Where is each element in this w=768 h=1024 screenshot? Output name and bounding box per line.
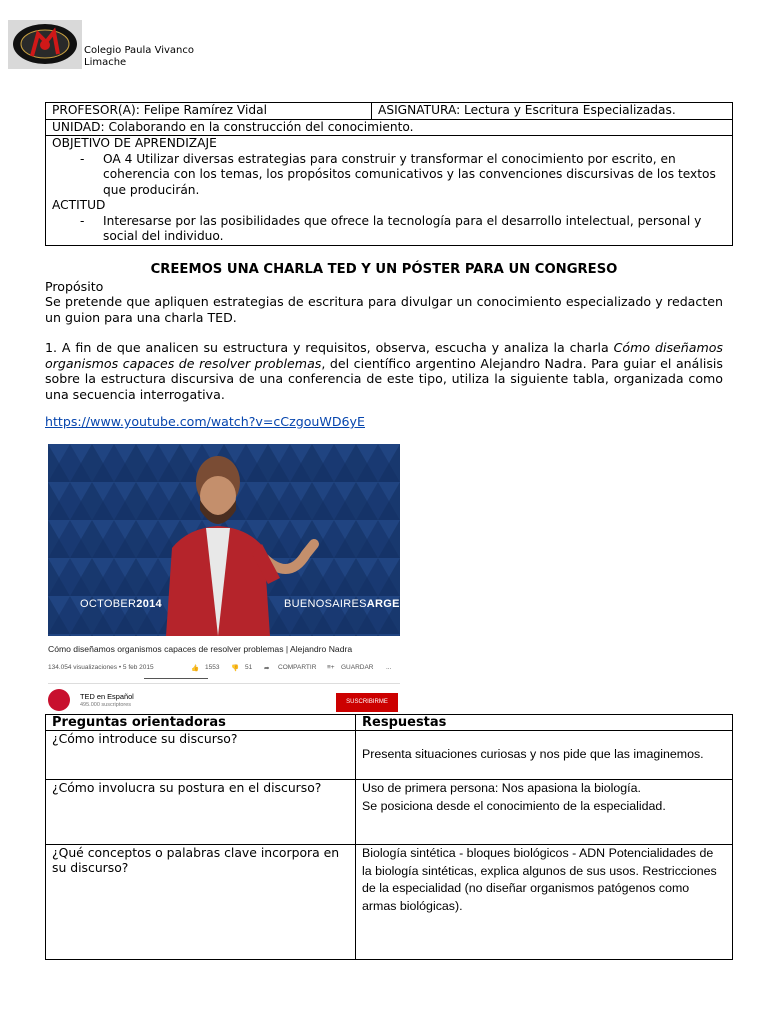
answer-cell: Presenta situaciones curiosas y nos pide que las imaginemos.: [356, 731, 733, 780]
meta-divider: [48, 683, 400, 684]
overlay-month: OCTOBER: [80, 598, 137, 610]
like-count: 1553: [205, 664, 220, 671]
save-button[interactable]: GUARDAR: [341, 664, 374, 671]
video-title: Cómo diseñamos organismos capaces de resolver problemas | Alejandro Nadra: [48, 644, 353, 654]
video-thumbnail[interactable]: [48, 444, 435, 636]
objective-heading: OBJETIVO DE APRENDIZAJE: [52, 136, 217, 150]
save-icon[interactable]: ≡+: [327, 664, 335, 671]
overlay-city: BUENOSAIRES: [284, 598, 367, 610]
unit-cell: UNIDAD: Colaborando en la construcción del conocimiento.: [46, 119, 733, 136]
question-cell: ¿Qué conceptos o palabras clave incorpora en su discurso?: [46, 845, 356, 960]
answer-line: Uso de primera persona: Nos apasiona la biología.: [362, 781, 641, 795]
table-row: [46, 845, 733, 960]
video-meta-bar: [48, 662, 400, 676]
dislike-count: 51: [245, 664, 253, 671]
share-icon[interactable]: ➦: [264, 665, 270, 672]
answers-header: Respuestas: [356, 715, 733, 731]
talk-title: Cómo diseñamos organismos capaces de resolver problemas: [45, 340, 723, 371]
overlay-country: ARGENTINA: [366, 598, 435, 610]
objective-item: - OA 4 Utilizar diversas estrategias para construir y transformar el conocimiento por escrito, en coherencia con los temas, los propósitos comunicativos y las convenciones discursivas de los textos que producirán.: [52, 152, 726, 199]
instruction-text: [45, 340, 723, 402]
answer-cell: Biología sintética - bloques biológicos - ADN Potencialidades de la biología sintéticas, explica algunos de sus usos. Restricciones de la especialidad (no diseñar organismos patógenos como armas biológicas).: [356, 845, 733, 960]
answer-cell: [356, 780, 733, 845]
question-cell: ¿Cómo involucra su postura en el discurso?: [46, 780, 356, 845]
instruction-before: 1. A fin de que analicen su estructura y requisitos, observa, escucha y analiza la charla: [45, 340, 614, 355]
view-count: 134.054 visualizaciones • 5 feb 2015: [48, 664, 154, 671]
school-logo: [8, 20, 82, 69]
course-info-table: [45, 102, 733, 246]
school-city: Limache: [84, 57, 127, 68]
channel-avatar[interactable]: [48, 689, 70, 711]
video-link[interactable]: https://www.youtube.com/watch?v=cCzgouWD6yE: [45, 414, 365, 429]
overlay-location: [284, 598, 435, 610]
purpose-heading: Propósito: [45, 279, 104, 294]
answer-line: Se posiciona desde el conocimiento de la especialidad.: [362, 798, 666, 813]
purpose-text: Se pretende que apliquen estrategias de escritura para divulgar un conocimiento especializado y redacten un guion para una charla TED.: [45, 294, 723, 325]
table-row: [46, 780, 733, 845]
questions-header: Preguntas orientadoras: [46, 715, 356, 731]
objectives-cell: [46, 136, 733, 246]
subscribe-button[interactable]: SUSCRIBIRME: [336, 693, 398, 712]
overlay-date: [80, 598, 162, 610]
table-row: [46, 731, 733, 780]
instruction-after: , del científico argentino Alejandro Nadra. Para guiar el análisis sobre la estructura discursiva de una conferencia de este tipo, utiliza la siguiente tabla, organizada como una secuencia interrogativa.: [45, 355, 723, 402]
school-name: Colegio Paula Vivanco: [84, 45, 194, 56]
share-button[interactable]: COMPARTIR: [278, 664, 317, 671]
subscriber-count: 495.000 suscriptores: [80, 702, 132, 708]
dislike-icon[interactable]: 👎: [231, 665, 240, 672]
more-button[interactable]: ...: [386, 664, 392, 671]
school-header: [84, 45, 194, 69]
subject-cell: ASIGNATURA: Lectura y Escritura Especializadas.: [372, 103, 733, 120]
guiding-questions-table: [45, 714, 733, 960]
like-icon[interactable]: 👍: [191, 665, 200, 672]
like-ratio-bar: [144, 678, 208, 679]
teacher-cell: PROFESOR(A): Felipe Ramírez Vidal: [46, 103, 372, 120]
question-cell: ¿Cómo introduce su discurso?: [46, 731, 356, 780]
page-title: CREEMOS UNA CHARLA TED Y UN PÓSTER PARA UN CONGRESO: [150, 262, 618, 277]
overlay-year: 2014: [136, 598, 162, 610]
attitude-heading: ACTITUD: [52, 198, 106, 212]
channel-name[interactable]: TED en Español: [80, 692, 134, 701]
attitude-item: - Interesarse por las posibilidades que ofrece la tecnología para el desarrollo intelectual, personal y social del individuo.: [52, 214, 726, 245]
